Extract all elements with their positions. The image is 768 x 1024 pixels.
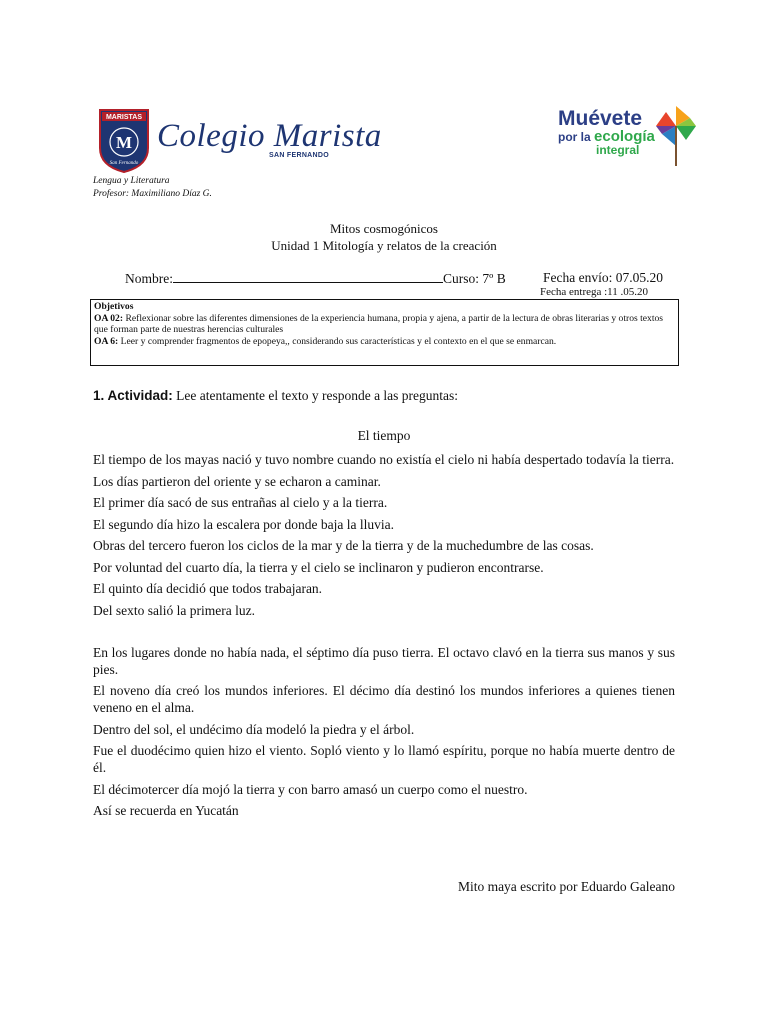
story-paragraph: Obras del tercero fueron los ciclos de la mar y de la tierra y de la muchedumbre de las cosas. — [93, 538, 594, 553]
activity-text: Lee atentamente el texto y responde a las preguntas: — [172, 388, 459, 403]
story-paragraph: El décimotercer día mojó la tierra y con barro amasó un cuerpo como el nuestro. — [93, 781, 528, 797]
oa02-code: OA 02: — [94, 312, 124, 324]
story-paragraph: El noveno día creó los mundos inferiores. El décimo día destinó los mundos inferiores a quienes tienen veneno en el alma. — [93, 683, 675, 715]
name-course-row — [125, 270, 506, 287]
shield-text: MARISTAS — [105, 114, 143, 121]
shield-subtext: San Fernando — [109, 161, 139, 166]
school-campus: SAN FERNANDO — [269, 152, 329, 159]
story-paragraph: En los lugares donde no había nada, el séptimo día puso tierra. El octavo clavó en la tierra sus manos y sus pies. — [93, 644, 675, 677]
story-attribution: Mito maya escrito por Eduardo Galeano — [457, 879, 675, 894]
course-label: Curso: 7º B — [443, 271, 506, 286]
activity-label: 1. Actividad: — [93, 388, 173, 403]
campaign-logo — [558, 107, 655, 157]
objectives-box — [90, 299, 679, 366]
story-paragraph: Del sexto salió la primera luz. — [93, 602, 255, 618]
story-paragraph: Por voluntad del cuarto día, la tierra y el cielo se inclinaron y pudieron encontrarse. — [93, 559, 544, 575]
story-paragraph: El segundo día hizo la escalera por donde baja la lluvia. — [93, 516, 395, 532]
campaign-line2b: ecología — [594, 128, 655, 145]
story-paragraph: Dentro del sol, el undécimo día modeló la piedra y el árbol. — [93, 721, 415, 737]
school-name: Colegio Marista — [157, 118, 382, 154]
story-body — [93, 451, 675, 824]
marist-shield-logo — [98, 108, 150, 174]
objectives-heading: Objetivos — [94, 301, 134, 312]
oa6-code: OA 6: — [94, 335, 119, 347]
story-paragraph: Fue el duodécimo quien hizo el viento. Sopló viento y lo llamó espíritu, porque no había muerte dentro de él. — [93, 743, 675, 775]
subject-label: Lengua y Literatura — [93, 176, 170, 186]
send-date: Fecha envío: 07.05.20 — [543, 270, 663, 285]
oa6-text: Leer y comprender fragmentos de epopeya,, considerando sus características y el contexto en el que se enmarcan. — [118, 335, 557, 347]
story-title: El tiempo — [357, 428, 411, 443]
pinwheel-icon — [650, 104, 702, 168]
oa02-text: Reflexionar sobre las diferentes dimensiones de la experiencia humana, propia y ajena, a partir de la lectura de obras literarias y otros textos que forman parte de nuestras herencias culturales — [94, 312, 664, 336]
document-title: Mitos cosmogónicos — [330, 221, 438, 236]
document-unit: Unidad 1 Mitología y relatos de la creación — [271, 238, 497, 253]
story-paragraph: Así se recuerda en Yucatán — [93, 803, 239, 818]
campaign-line3: integral — [596, 143, 640, 157]
svg-text:M: M — [115, 133, 133, 152]
name-label: Nombre: — [125, 271, 173, 286]
name-field[interactable] — [173, 270, 443, 283]
campaign-line2a: por la — [558, 130, 591, 144]
due-date: Fecha entrega :11 .05.20 — [540, 286, 649, 298]
story-paragraph: Los días partieron del oriente y se echaron a caminar. — [93, 473, 381, 489]
campaign-line2 — [558, 128, 655, 145]
story-paragraph: El primer día sacó de sus entrañas al cielo y a la tierra. — [93, 495, 388, 510]
teacher-label: Profesor: Maximiliano Díaz G. — [93, 189, 212, 199]
activity-instruction — [93, 388, 458, 404]
story-paragraph: El quinto día decidió que todos trabajaran. — [93, 581, 323, 596]
story-paragraph: El tiempo de los mayas nació y tuvo nombre cuando no existía el cielo ni había despertado todavía la tierra. — [93, 452, 675, 467]
campaign-line1: Muévete — [558, 107, 643, 130]
